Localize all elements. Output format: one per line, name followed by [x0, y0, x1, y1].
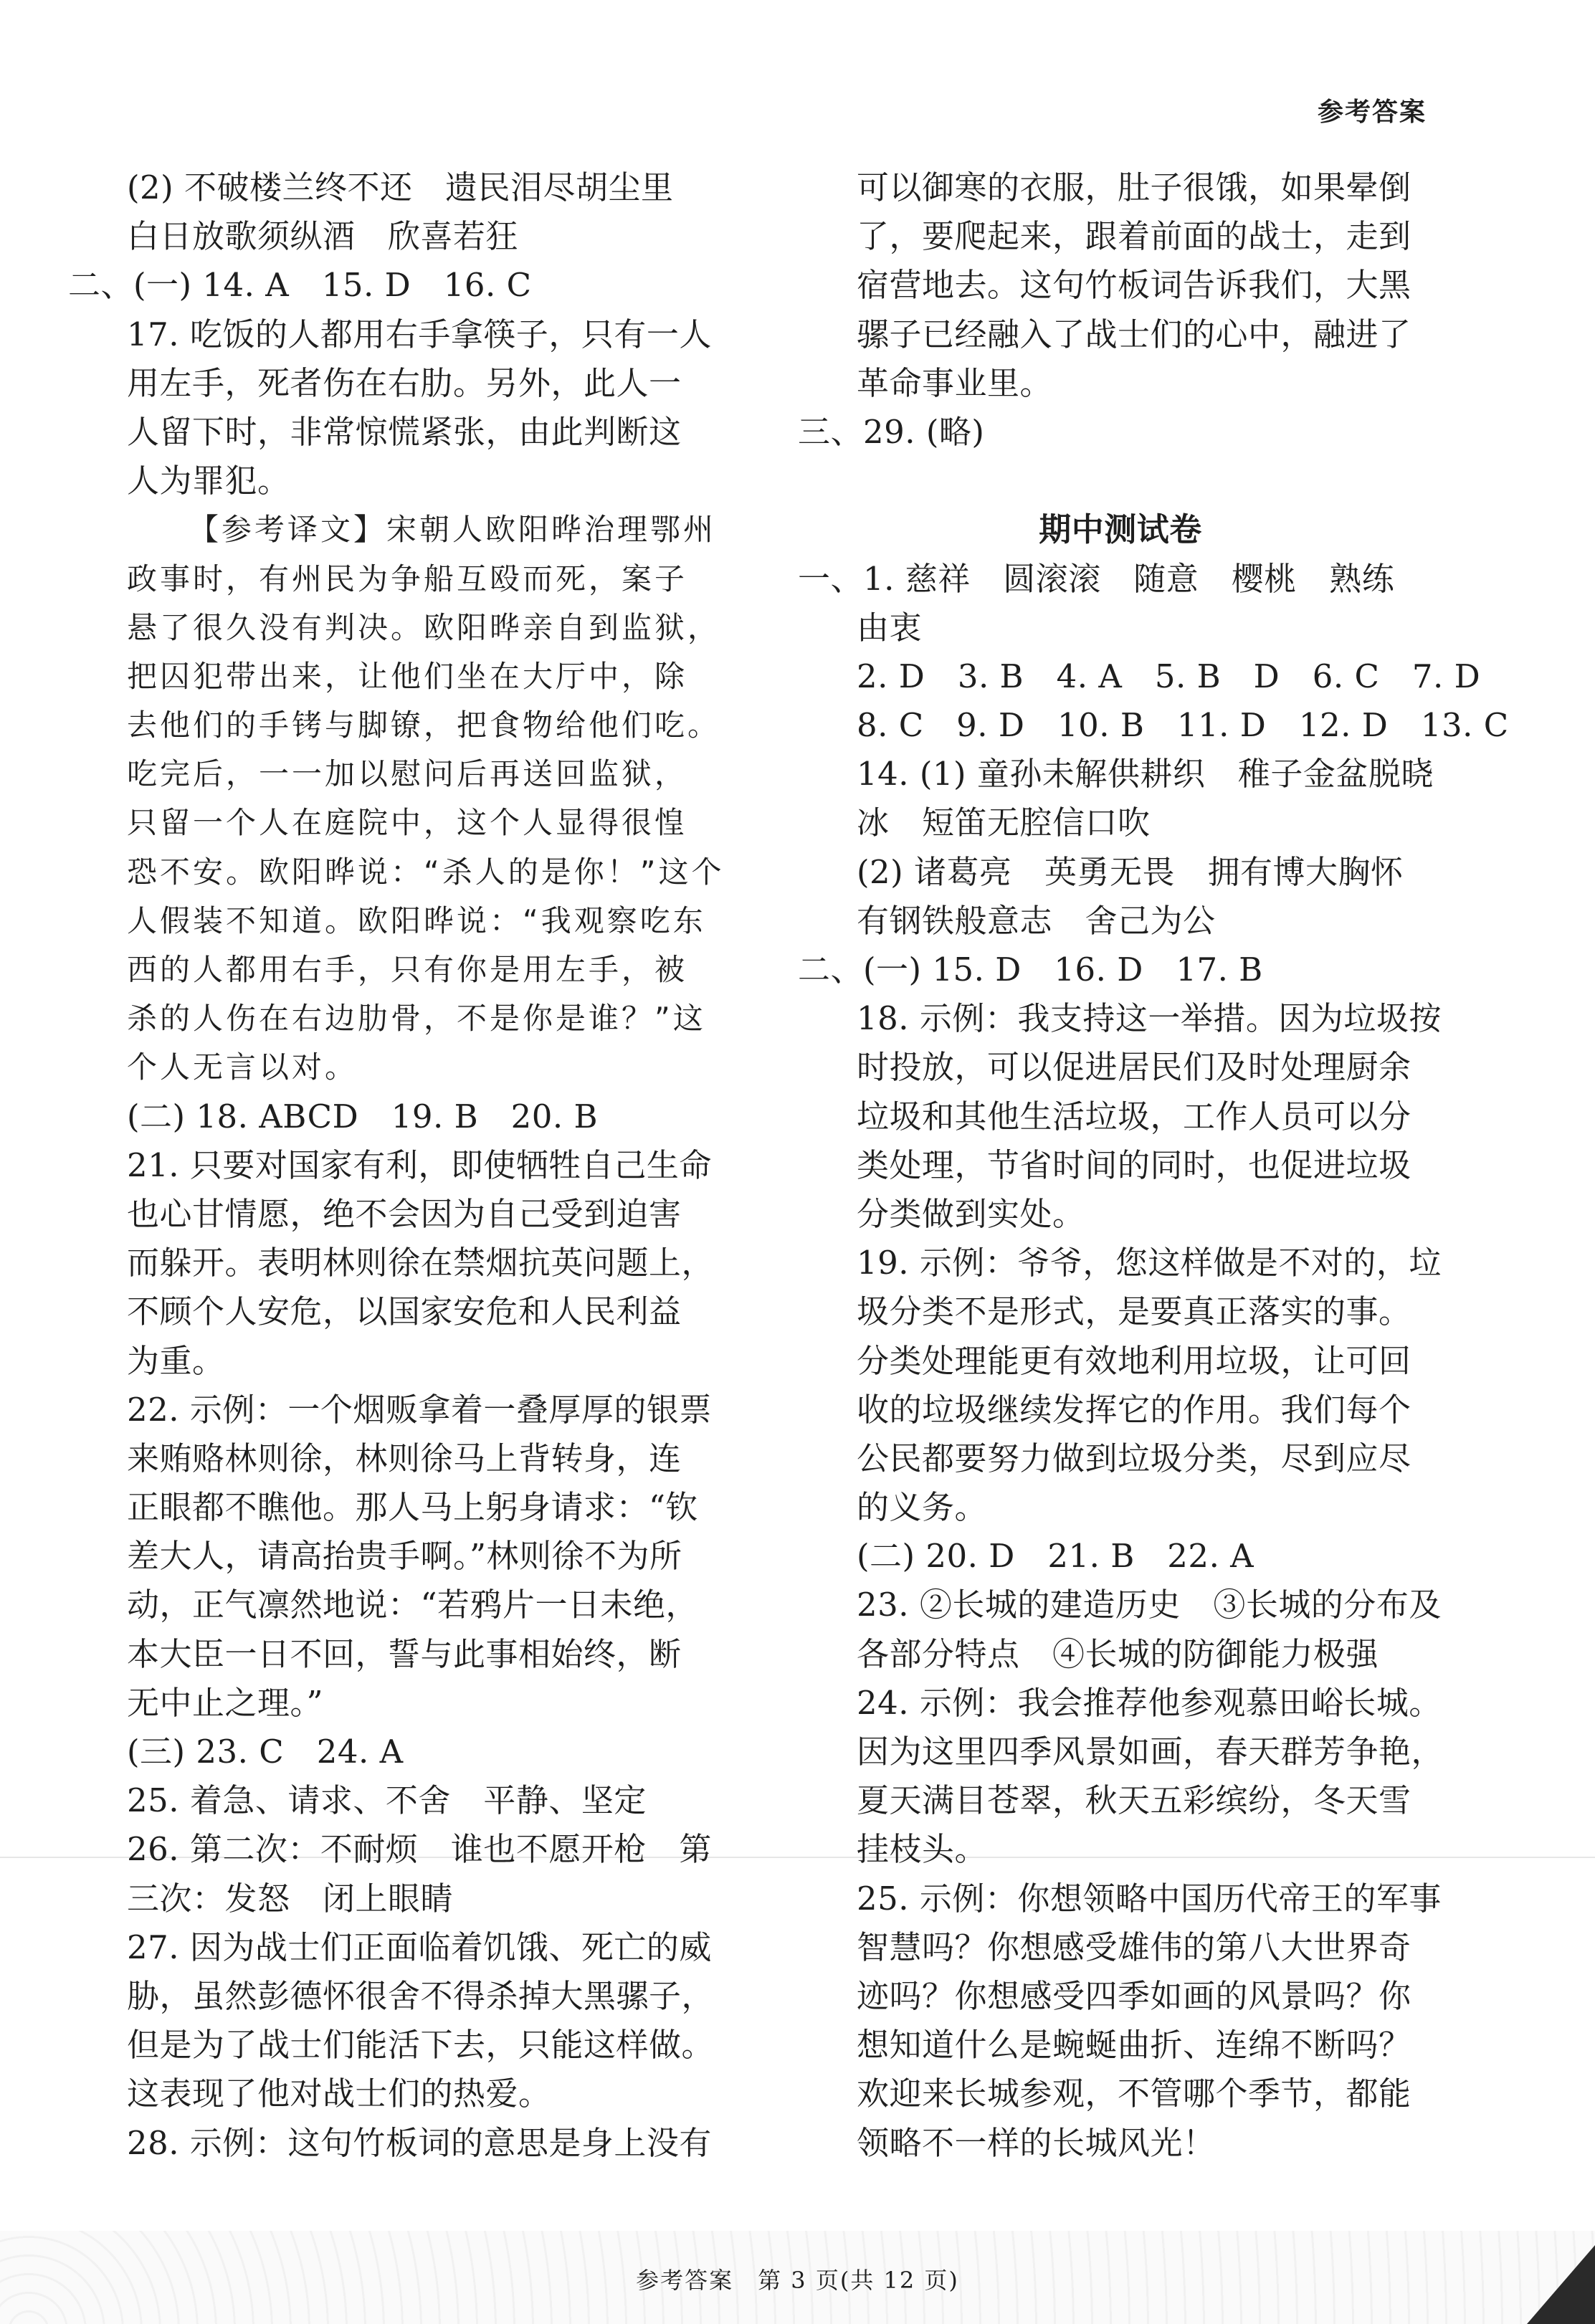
left-column-line: 白日放歌须纵酒 欣喜若狂 [127, 217, 519, 256]
right-column-line: 由衷 [857, 608, 923, 647]
left-column-line: 人为罪犯。 [127, 462, 290, 500]
right-column-line: 收的垃圾继续发挥它的作用。我们每个 [857, 1390, 1411, 1429]
right-column-line: 分类处理能更有效地利用垃圾，让可回 [857, 1341, 1411, 1380]
right-column-line [798, 457, 1443, 505]
left-column-line: 人假装不知道。欧阳晔说：“我观察吃东 [127, 903, 706, 938]
left-column-line: 杀的人伤在右边肋骨，不是你是谁？”这 [127, 1001, 706, 1037]
right-column-line: 时投放，可以促进居民们及时处理厨余 [857, 1048, 1411, 1087]
left-column-line: (二) 18. ABCD 19. B 20. B [127, 1097, 599, 1135]
right-column-line: (2) 诸葛亮 英勇无畏 拥有博大胸怀 [857, 852, 1404, 891]
left-column-line: 不顾个人安危，以国家安危和人民利益 [127, 1292, 682, 1331]
left-column-line: 22. 示例：一个烟贩拿着一叠厚厚的银票 [127, 1390, 712, 1429]
left-column-line: 人留下时，非常惊慌紧张，由此判断这 [127, 412, 682, 451]
left-column-line: 吃完后，一一加以慰问后再送回监狱， [127, 756, 688, 792]
left-column-line: 而躲开。表明林则徐在禁烟抗英问题上， [127, 1244, 715, 1282]
page-footer: 参考答案 第 3 页(共 12 页) [636, 2267, 959, 2294]
right-column-line: 23. ②长城的建造历史 ③长城的分布及 [857, 1586, 1442, 1624]
left-column-line: 西的人都用右手，只有你是用左手，被 [127, 952, 688, 987]
right-column-line: 可以御寒的衣服，肚子很饿，如果晕倒 [857, 168, 1411, 206]
left-column-line: 这表现了他对战士们的热爱。 [127, 2075, 551, 2113]
right-column-line: 19. 示例：爷爷，您这样做是不对的，垃 [857, 1244, 1442, 1282]
right-column-line: 分类做到实处。 [857, 1194, 1085, 1233]
left-column-line: 来贿赂林则徐，林则徐马上背转身，连 [127, 1439, 682, 1477]
left-answer-column [68, 163, 725, 2168]
right-column-line: 25. 示例：你想领略中国历代帝王的军事 [857, 1879, 1442, 1918]
left-column-line: 28. 示例：这句竹板词的意思是身上没有 [127, 2123, 712, 2162]
left-column-line: 差大人，请高抬贵手啊。”林则徐不为所 [127, 1537, 682, 1576]
right-column-line: 各部分特点 ④长城的防御能力极强 [857, 1634, 1379, 1673]
right-column-line: 圾分类不是形式，是要真正落实的事。 [857, 1292, 1411, 1331]
right-column-line: 欢迎来长城参观，不管哪个季节，都能 [857, 2075, 1411, 2113]
right-answer-column [798, 163, 1509, 2168]
left-column-line: 【参考译文】宋朝人欧阳晔治理鄂州 [189, 512, 717, 548]
right-column-line: 18. 示例：我支持这一举措。因为垃圾按 [857, 999, 1442, 1038]
left-column-line: 26. 第二次：不耐烦 谁也不愿开枪 第 [127, 1830, 712, 1869]
right-column-line: 智慧吗？你想感受雄伟的第八大世界奇 [857, 1928, 1411, 1966]
right-column-line: 挂枝头。 [857, 1830, 988, 1869]
left-column-line: 本大臣一日不回，誓与此事相始终，断 [127, 1634, 682, 1673]
left-column-line: 三次：发怒 闭上眼睛 [127, 1879, 454, 1918]
right-column-line: 宿营地去。这句竹板词告诉我们，大黑 [857, 266, 1411, 305]
right-column-line: 了，要爬起来，跟着前面的战士，走到 [857, 217, 1411, 256]
left-column-line: 政事时，有州民为争船互殴而死，案子 [127, 561, 688, 596]
left-column-line: 把囚犯带出来，让他们坐在大厅中，除 [127, 658, 688, 694]
right-column-line: 类处理，节省时间的同时，也促进垃圾 [857, 1146, 1411, 1184]
left-column-line: 动，正气凛然地说：“若鸦片一日未绝， [127, 1586, 699, 1624]
right-column-line: 因为这里四季风景如画，春天群芳争艳， [857, 1733, 1444, 1771]
right-column-line: 领略不一样的长城风光！ [857, 2123, 1216, 2162]
page-corner-triangle [1527, 2245, 1595, 2324]
right-column-line: 二、(一) 15. D 16. D 17. B [798, 951, 1263, 989]
right-column-line: 想知道什么是蜿蜒曲折、连绵不断吗？ [857, 2026, 1411, 2065]
left-column-line: 悬了很久没有判决。欧阳晔亲自到监狱， [127, 609, 721, 645]
right-column-line: 冰 短笛无腔信口吹 [857, 804, 1151, 842]
left-column-line: 25. 着急、请求、不舍 平静、坚定 [127, 1781, 647, 1820]
left-column-line: (三) 23. C 24. A [127, 1733, 404, 1771]
left-column-line: 恐不安。欧阳晔说：“杀人的是你！”这个 [127, 854, 725, 890]
right-column-line: 革命事业里。 [857, 363, 1053, 402]
right-column-line: 迹吗？你想感受四季如画的风景吗？你 [857, 1976, 1411, 2015]
running-header: 参考答案 [1317, 97, 1427, 127]
right-column-line: (二) 20. D 21. B 22. A [857, 1537, 1254, 1576]
left-column-line: 17. 吃饭的人都用右手拿筷子，只有一人 [127, 315, 712, 353]
right-column-line: 2. D 3. B 4. A 5. B D 6. C 7. D [857, 657, 1481, 695]
left-column-line: (2) 不破楼兰终不还 遗民泪尽胡尘里 [127, 168, 674, 206]
right-column-line: 有钢铁般意志 舍己为公 [857, 901, 1216, 940]
right-column-line: 14. (1) 童孙未解供耕织 稚子金盆脱晓 [857, 755, 1434, 794]
left-column-line: 27. 因为战士们正面临着饥饿、死亡的威 [127, 1928, 712, 1966]
right-column-line: 期中测试卷 [1039, 510, 1202, 549]
left-column-line: 无中止之理。” [127, 1683, 324, 1722]
left-column-line: 为重。 [127, 1341, 225, 1380]
left-column-line: 用左手，死者伤在右肋。另外，此人一 [127, 363, 682, 402]
left-column-line: 也心甘情愿，绝不会因为自己受到迫害 [127, 1194, 682, 1233]
left-column-line: 去他们的手铐与脚镣，把食物给他们吃。 [127, 708, 721, 743]
right-column-line: 垃圾和其他生活垃圾，工作人员可以分 [857, 1097, 1411, 1135]
right-column-line: 一、1. 慈祥 圆滚滚 随意 樱桃 熟练 [798, 559, 1395, 598]
right-column-line: 8. C 9. D 10. B 11. D 12. D 13. C [857, 706, 1509, 745]
right-column-line: 夏天满目苍翠，秋天五彩缤纷，冬天雪 [857, 1781, 1411, 1820]
left-column-line: 胁，虽然彭德怀很舍不得杀掉大黑骡子， [127, 1976, 715, 2015]
right-column-line: 三、29. (略) [798, 412, 985, 451]
left-column-line: 但是为了战士们能活下去，只能这样做。 [127, 2026, 715, 2065]
left-column-line: 二、(一) 14. A 15. D 16. C [68, 266, 532, 305]
right-column-line: 骡子已经融入了战士们的心中，融进了 [857, 315, 1411, 353]
right-column-line: 的义务。 [857, 1488, 988, 1527]
right-column-line: 24. 示例：我会推荐他参观慕田峪长城。 [857, 1683, 1442, 1722]
left-column-line: 个人无言以对。 [127, 1049, 358, 1085]
left-column-line: 21. 只要对国家有利，即使牺牲自己生命 [127, 1146, 712, 1184]
left-column-line: 正眼都不瞧他。那人马上躬身请求：“钦 [127, 1488, 699, 1527]
left-column-line: 只留一个人在庭院中，这个人显得很惶 [127, 805, 688, 841]
right-column-line: 公民都要努力做到垃圾分类，尽到应尽 [857, 1439, 1411, 1477]
